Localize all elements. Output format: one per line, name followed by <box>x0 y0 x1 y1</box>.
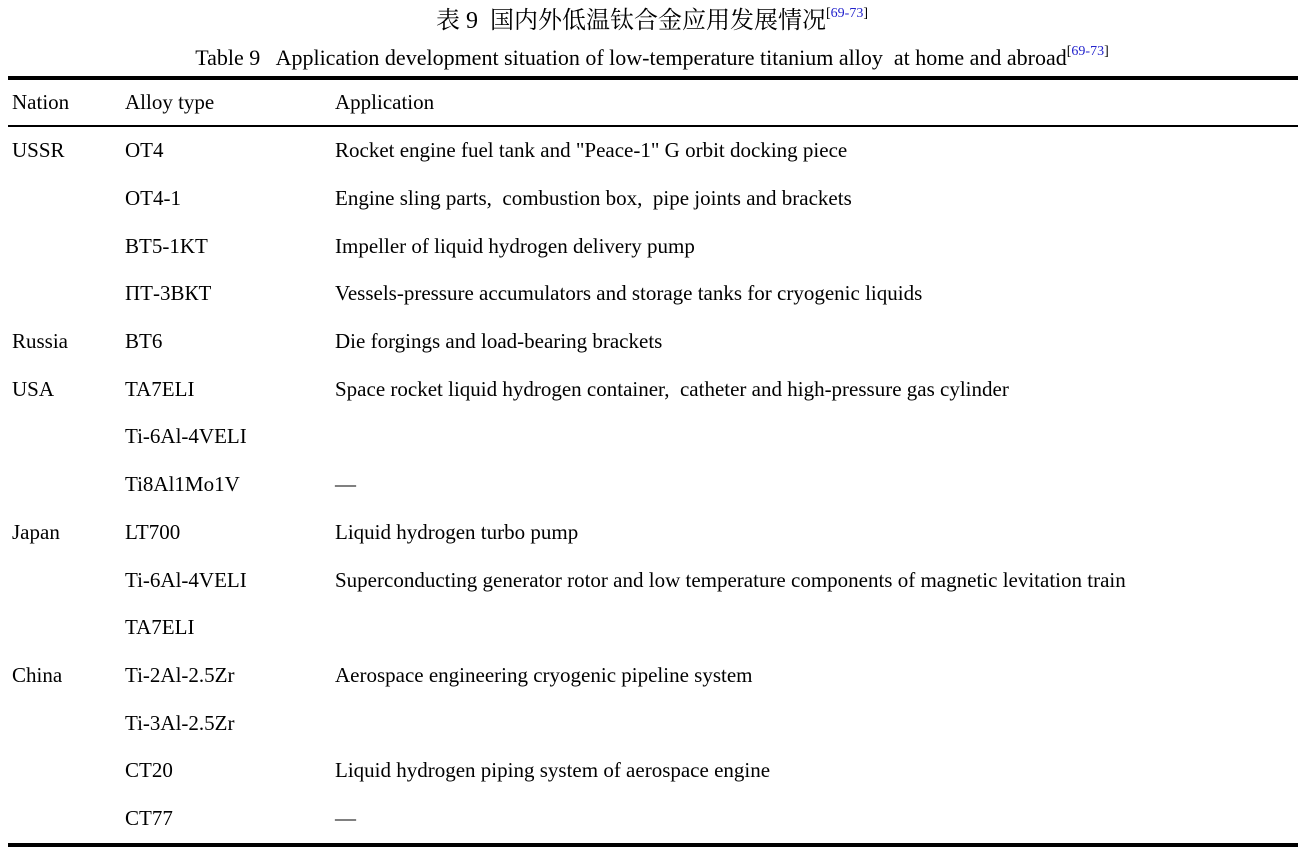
table-row <box>8 604 1294 652</box>
table-row <box>8 795 1294 843</box>
application-cell: Rocket engine fuel tank and "Peace-1" G orbit docking piece <box>335 138 848 163</box>
alloy-type-cell: TA7ELI <box>125 376 195 401</box>
table-row <box>8 652 1294 700</box>
application-cell: Liquid hydrogen turbo pump <box>335 519 579 544</box>
citation-ref-chinese[interactable] <box>826 6 868 21</box>
alloy-type-cell: OT4-1 <box>125 186 181 211</box>
nation-cell: China <box>12 662 63 687</box>
nation-cell: USSR <box>12 138 65 163</box>
nation-cell: USA <box>12 376 55 401</box>
alloy-type-cell: CT20 <box>125 758 173 783</box>
application-cell: Engine sling parts, combustion box, pipe joints and brackets <box>335 186 852 211</box>
table-row <box>8 127 1294 175</box>
alloy-type-cell: Ti-6Al-4VELI <box>125 424 247 449</box>
application-cell: Superconducting generator rotor and low temperature components of magnetic levitation train <box>335 567 1126 592</box>
table-caption-chinese <box>0 6 1304 36</box>
application-cell: Aerospace engineering cryogenic pipeline system <box>335 662 753 687</box>
table-row <box>8 509 1294 557</box>
column-header-nation: Nation <box>12 90 70 114</box>
alloy-type-cell: Ti-6Al-4VELI <box>125 567 247 592</box>
application-cell: Vessels-pressure accumulators and storage tanks for cryogenic liquids <box>335 281 923 306</box>
citation-bracket-close: ] <box>863 6 868 21</box>
application-cell: — <box>335 805 356 830</box>
table-row <box>8 413 1294 461</box>
application-cell: Impeller of liquid hydrogen delivery pump <box>335 233 695 258</box>
citation-bracket-open: [ <box>1066 43 1072 59</box>
application-cell: Liquid hydrogen piping system of aerospace engine <box>335 758 771 783</box>
alloy-type-cell: ПТ-3ВКТ <box>125 281 212 306</box>
column-header-application: Application <box>335 90 435 114</box>
alloy-type-cell: Ti-2Al-2.5Zr <box>125 662 235 687</box>
nation-cell: Japan <box>12 519 60 544</box>
table-body <box>8 127 1294 842</box>
application-cell: — <box>335 472 356 497</box>
application-cell: Die forgings and load-bearing brackets <box>335 329 663 354</box>
table-caption-english-text: Table 9 Application development situation of low-temperature titanium alloy at home and abroad <box>195 45 1067 70</box>
alloy-type-cell: BT5-1KT <box>125 233 208 258</box>
alloy-type-cell: BT6 <box>125 329 163 354</box>
table-row <box>8 461 1294 509</box>
alloy-type-cell: Ti8Al1Mo1V <box>125 472 240 497</box>
citation-ref-english[interactable] <box>1067 44 1109 59</box>
table-row <box>8 175 1294 223</box>
table-bottom-rule <box>8 843 1298 847</box>
citation-bracket-open: [ <box>825 6 831 21</box>
column-header-alloy-type: Alloy type <box>125 90 215 114</box>
nation-cell: Russia <box>12 329 69 354</box>
citation-numbers[interactable]: 69-73 <box>830 6 864 21</box>
alloy-type-cell: Ti-3Al-2.5Zr <box>125 710 235 735</box>
citation-numbers[interactable]: 69-73 <box>1071 43 1105 59</box>
alloy-type-cell: CT77 <box>125 805 173 830</box>
table-row <box>8 699 1294 747</box>
table-row <box>8 365 1294 413</box>
table-row <box>8 747 1294 795</box>
table-caption-english <box>0 44 1304 72</box>
table-row <box>8 222 1294 270</box>
alloy-type-cell: TA7ELI <box>125 615 195 640</box>
table-caption-chinese-text: 表 9 国内外低温钛合金应用发展情况 <box>435 8 826 34</box>
table-row <box>8 318 1294 366</box>
table-row <box>8 270 1294 318</box>
table-row <box>8 556 1294 604</box>
table-header-row <box>8 80 1298 125</box>
alloy-type-cell: OT4 <box>125 138 164 163</box>
alloy-type-cell: LT700 <box>125 519 181 544</box>
citation-bracket-close: ] <box>1104 43 1109 59</box>
application-cell: Space rocket liquid hydrogen container, catheter and high-pressure gas cylinder <box>335 376 1009 401</box>
